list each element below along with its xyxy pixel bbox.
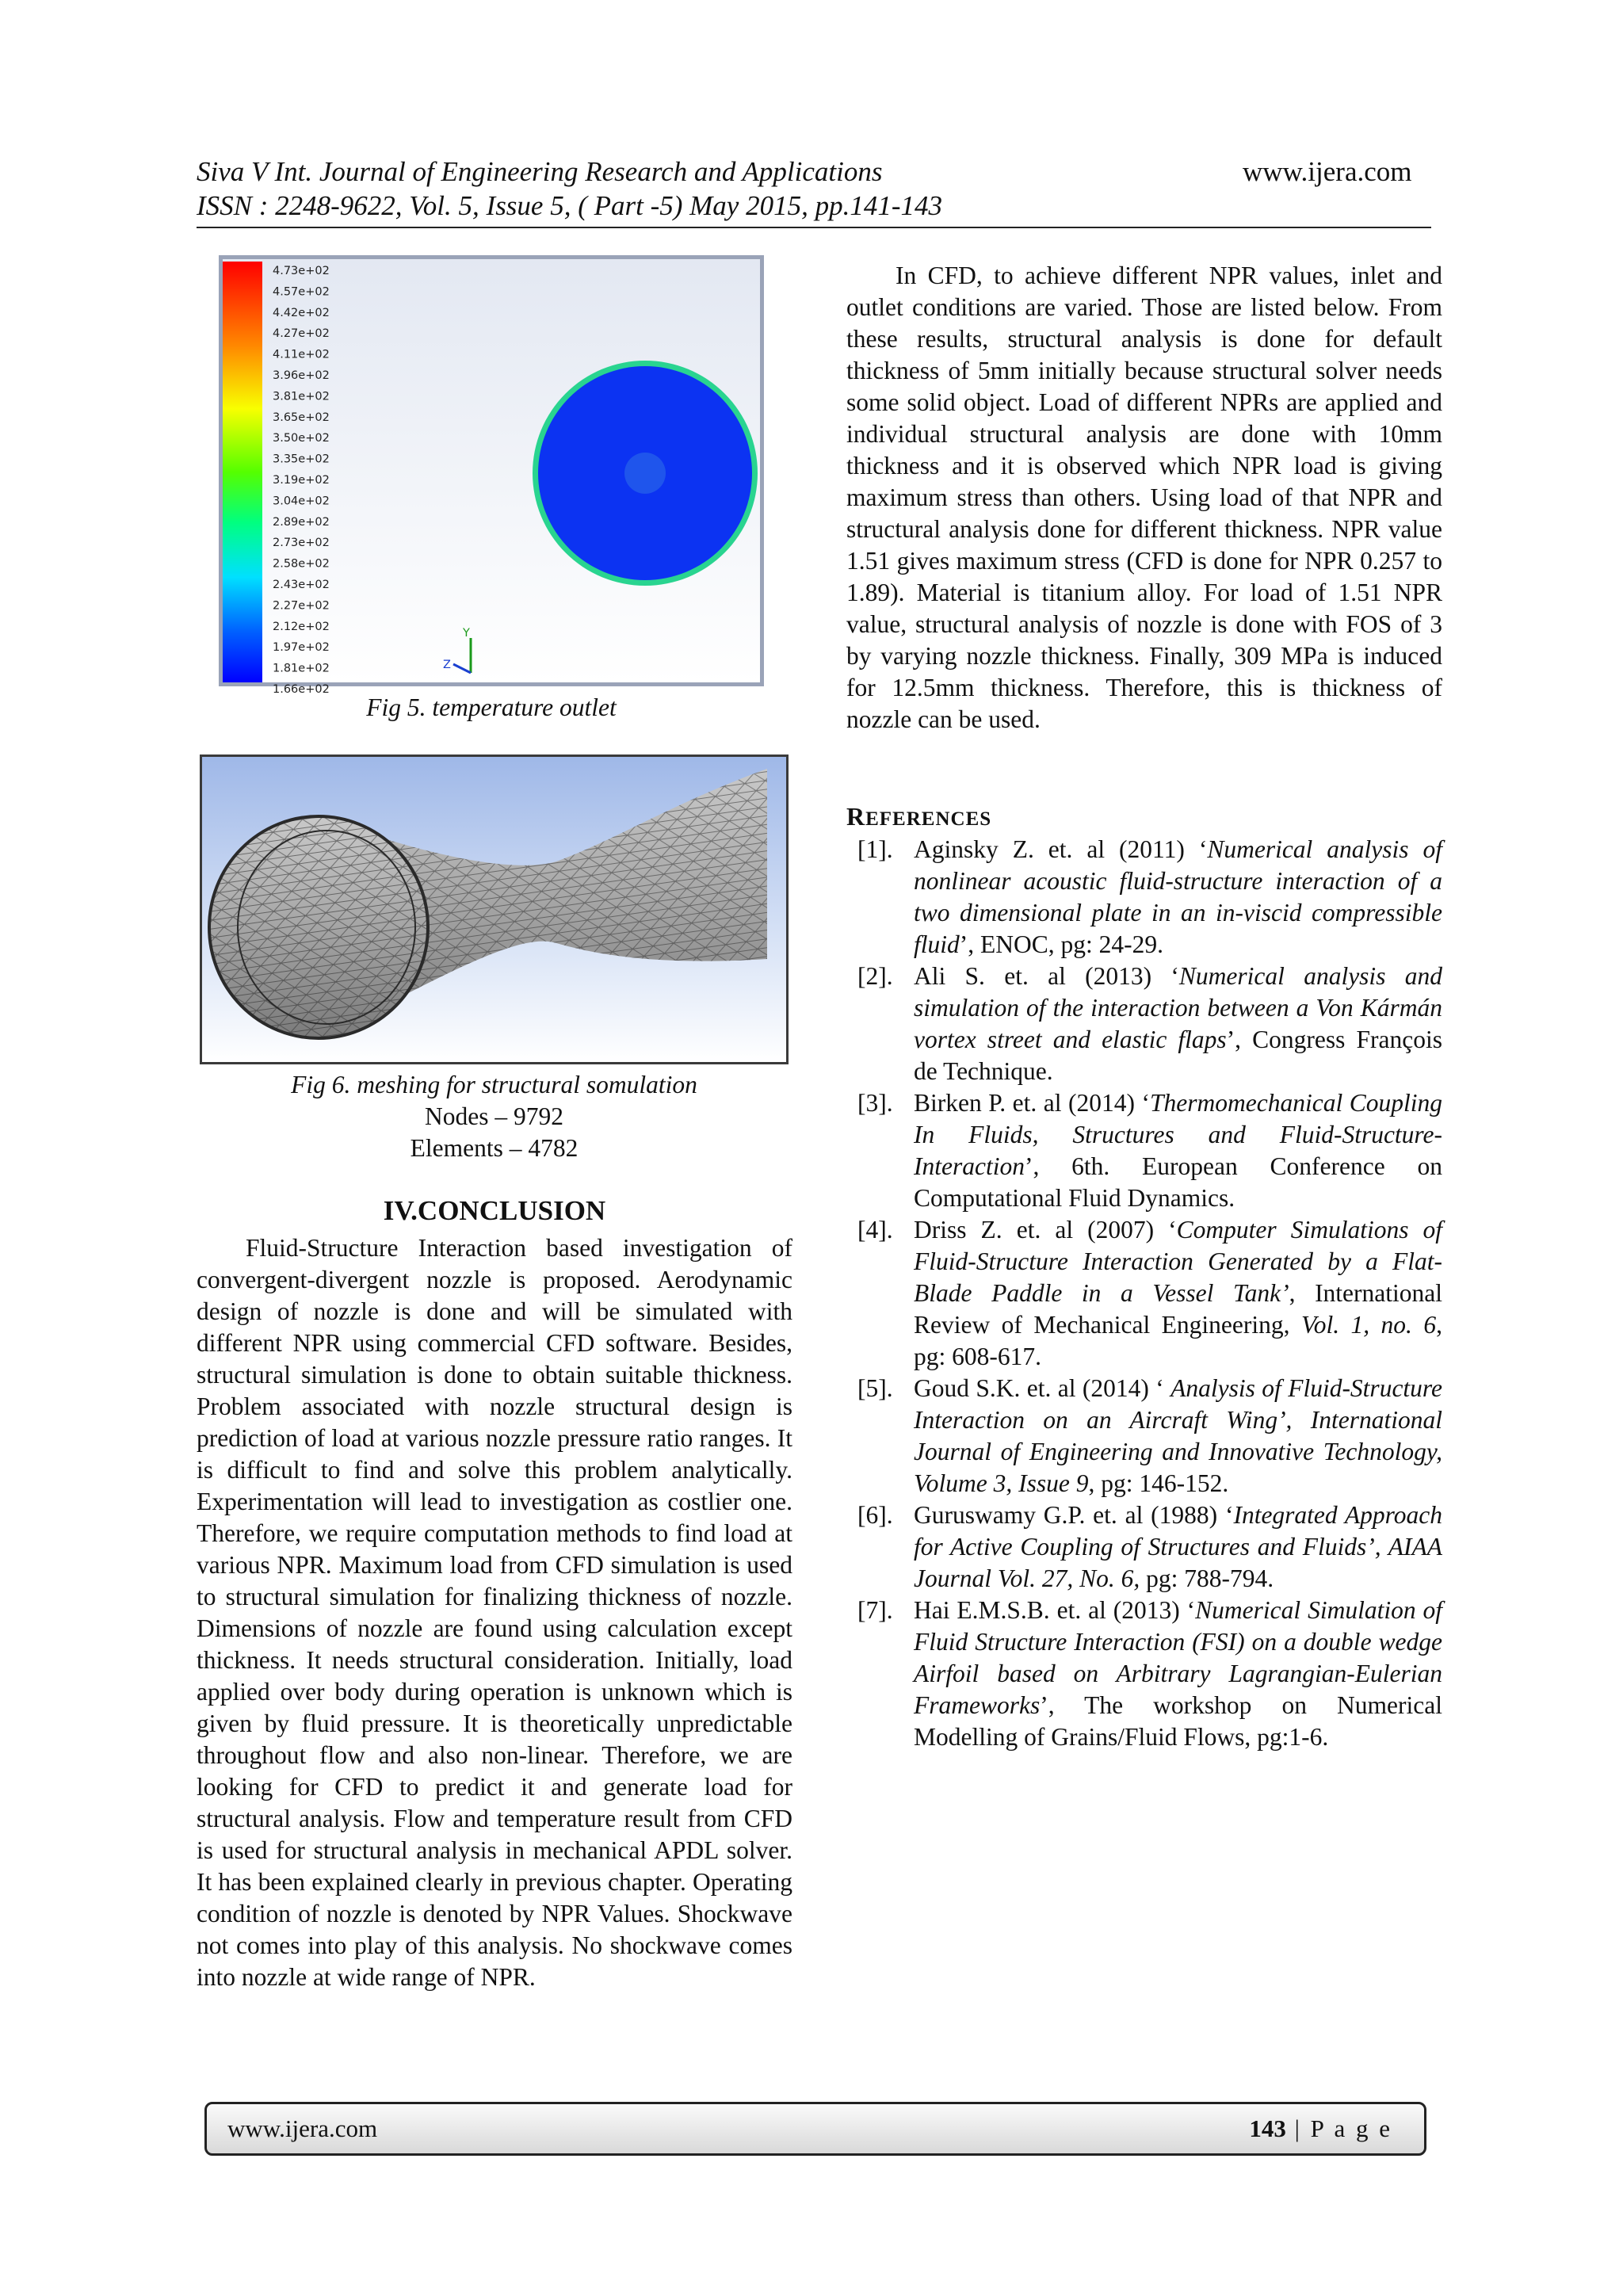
colorbar-label: 2.43e+02 (273, 579, 330, 591)
reference-item: [1]. Aginsky Z. et. al (2011) ‘Numerical analysis of nonlinear acoustic fluid-structure interaction of a two dimensional plate in an in-viscid compressible fluid’, ENOC, pg: 24-29. (857, 835, 1442, 958)
colorbar-label: 2.73e+02 (273, 537, 330, 550)
header-rule (197, 227, 1431, 228)
footer-website[interactable]: www.ijera.com (227, 2115, 378, 2142)
colorbar-label: 4.11e+02 (273, 348, 330, 361)
page-footer (204, 2102, 1426, 2156)
colorbar-label: 4.57e+02 (273, 285, 330, 299)
right-column-paragraph: In CFD, to achieve different NPR values, inlet and outlet conditions are varied. Those are listed below. From these results, structural analysis is done for default thickness of 5mm initially because structural solver needs some solid object. Load of different NPRs are applied and individual structural analysis are done with 10mm thickness and it is observed which NPR load is giving maximum stress than others. Using load of that NPR and structural analysis done for different thickness. NPR value 1.51 gives maximum stress (CFD is done for NPR 0.257 to 1.89). Material is titanium alloy. For load of 1.51 NPR value, structural analysis of nozzle is done with FOS of 3 by varying nozzle thickness. Finally, 309 MPa is induced for 12.5mm thickness. Therefore, this is thickness of nozzle can be used. (846, 262, 1442, 733)
colorbar-label: 2.12e+02 (273, 620, 330, 633)
colorbar-label: 2.27e+02 (273, 599, 330, 613)
figure-5-image (219, 255, 764, 696)
colorbar-label: 3.50e+02 (273, 432, 330, 445)
reference-item: [4]. Driss Z. et. al (2007) ‘Computer Simulations of Fluid-Structure Interaction Generated by a Flat-Blade Paddle in a Vessel Tank’, International Review of Mechanical Engineering, Vol. 1, no. 6, pg: 608-617. (857, 1216, 1443, 1370)
references-list (846, 834, 1442, 1753)
colorbar-label: 1.81e+02 (273, 662, 330, 675)
colorbar-label: 4.73e+02 (273, 265, 330, 277)
figure-6-caption: Fig 6. meshing for structural somulation (291, 1071, 697, 1098)
colorbar-label: 3.81e+02 (273, 390, 330, 403)
conclusion-body: Fluid-Structure Interaction based investigation of convergent-divergent nozzle is proposed. Aerodynamic design of nozzle is done and will be simulated with different NPR using commercial CFD software. Besides, structural simulation is done to obtain suitable thickness. Problem associated with nozzle structural design is prediction of load at various nozzle pressure ratio ranges. It is difficult to find and solve this problem analytically. Experimentation will lead to investigation as costlier one. Therefore, we require computation methods to find load at various NPR. Maximum load from CFD simulation is used to structural simulation for finalizing thickness of nozzle. Dimensions of nozzle are found using calculation except thickness. It needs structural consideration. Initially, load applied over body during operation is unknown which is given by fluid pressure. It is theoretically unpredictable throughout flow and also non-linear. Therefore, we are looking for CFD to predict it and generate load for structural analysis. Flow and temperature result from CFD is used for structural analysis in mechanical APDL solver. It has been explained clearly in previous chapter. Operating condition of nozzle is denoted by NPR Values. Shockwave not comes into play of this analysis. No shockwave comes into nozzle at wide range of NPR. (197, 1234, 792, 1991)
figure-6-caption-block (200, 1069, 789, 1164)
colorbar-label: 1.97e+02 (273, 641, 330, 655)
colorbar-label: 4.27e+02 (273, 327, 330, 341)
figure-5-caption: Fig 5. temperature outlet (366, 693, 617, 721)
reference-item: [5]. Goud S.K. et. al (2014) ‘ Analysis of Fluid-Structure Interaction on an Aircraft Wing’, International Journal of Engineering and Innovative Technology, Volume 3, Issue 9, pg: 146-152. (857, 1374, 1442, 1497)
figure-6-image (200, 755, 789, 1064)
reference-item: [3]. Birken P. et. al (2014) ‘Thermomechanical Coupling In Fluids, Structures and Fluid-Structure-Interaction’, 6th. European Conference on Computational Fluid Dynamics. (857, 1089, 1442, 1212)
triad-y-label: Y (463, 627, 470, 640)
reference-item: [6]. Guruswamy G.P. et. al (1988) ‘Integrated Approach for Active Coupling of Structures and Fluids’, AIAA Journal Vol. 27, No. 6, pg: 788-794. (857, 1501, 1442, 1592)
reference-item: [7]. Hai E.M.S.B. et. al (2013) ‘Numerical Simulation of Fluid Structure Interaction (FSI) on a double wedge Airfoil based on Arbitrary Lagrangian-Eulerian Frameworks’, The workshop on Numerical Modelling of Grains/Fluid Flows, pg:1-6. (857, 1596, 1442, 1751)
colorbar-label: 3.04e+02 (273, 495, 330, 508)
colorbar-label: 3.96e+02 (273, 369, 330, 382)
issn-line: ISSN : 2248-9622, Vol. 5, Issue 5, ( Part -5) May 2015, pp.141-143 (197, 190, 943, 221)
journal-title: Siva V Int. Journal of Engineering Research and Applications (197, 156, 883, 187)
figure-6-nodes: Nodes – 9792 (425, 1102, 563, 1130)
colorbar-label: 3.65e+02 (273, 411, 330, 424)
colorbar-label: 4.42e+02 (273, 306, 330, 319)
header-website[interactable]: www.ijera.com (1243, 156, 1412, 187)
figure-6-nozzle-mesh (200, 755, 789, 1064)
figure-5-temperature-outlet (219, 255, 764, 696)
colorbar (223, 262, 262, 682)
footer-page-number: 143 | P a g e (1249, 2115, 1392, 2142)
triad-z-label: Z (443, 659, 451, 671)
references-heading: REFERENCES (846, 802, 992, 831)
colorbar-label: 3.19e+02 (273, 474, 330, 487)
figure-6-elements: Elements – 4782 (410, 1134, 579, 1162)
outlet-center (624, 453, 666, 494)
colorbar-label: 2.89e+02 (273, 515, 330, 529)
colorbar-label: 2.58e+02 (273, 557, 330, 571)
conclusion-heading: IV.CONCLUSION (383, 1195, 606, 1226)
colorbar-label: 3.35e+02 (273, 453, 330, 466)
reference-item: [2]. Ali S. et. al (2013) ‘Numerical analysis and simulation of the interaction between a Von Kármán vortex street and elastic flaps’, Congress François de Technique. (857, 962, 1442, 1085)
colorbar-label: 1.66e+02 (273, 683, 330, 696)
